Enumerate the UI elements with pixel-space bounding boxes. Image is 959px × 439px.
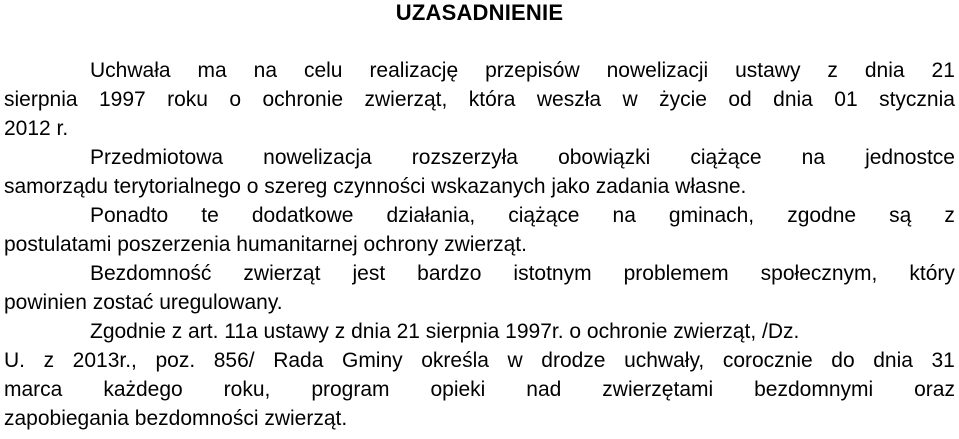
word: zwierząt — [243, 262, 321, 285]
word: sierpnia — [4, 88, 78, 111]
text-line — [4, 378, 955, 402]
word: Rada — [273, 349, 324, 372]
word: 1997 — [98, 88, 146, 111]
word: o — [229, 88, 242, 111]
word: ciążące — [508, 204, 580, 227]
word: 21 — [931, 59, 955, 82]
word: bezdomnymi — [754, 378, 874, 401]
word: 2013r., — [72, 349, 137, 372]
word: obowiązki — [558, 146, 651, 169]
text-line — [90, 146, 955, 170]
word: z — [944, 204, 955, 227]
text-line: samorządu terytorialnego o szereg czynności wskazanych jako zadania własne. — [4, 175, 747, 198]
word: uchwały, — [624, 349, 705, 372]
word: do — [831, 349, 855, 372]
text-line — [90, 262, 955, 286]
word: U. — [4, 349, 25, 372]
word: która — [468, 88, 516, 111]
word: poz. — [155, 349, 196, 372]
word: na — [253, 59, 277, 82]
word: nad — [526, 378, 562, 401]
word: realizację — [369, 59, 459, 82]
word: który — [909, 262, 955, 285]
text-line — [90, 59, 955, 83]
text-line: postulatami poszerzenia humanitarnej ochrony zwierząt. — [4, 233, 527, 256]
word: 31 — [931, 349, 955, 372]
word: roku — [167, 88, 208, 111]
word: Bezdomność — [90, 262, 212, 285]
word: oraz — [914, 378, 955, 401]
word: te — [201, 204, 219, 227]
word: na — [801, 146, 825, 169]
word: zgodne — [787, 204, 857, 227]
word: problemem — [623, 262, 729, 285]
word: opieki — [430, 378, 486, 401]
document-title: UZASADNIENIE — [395, 0, 564, 25]
text-line: 2012 r. — [4, 117, 69, 140]
word: Przedmiotowa — [90, 146, 224, 169]
word: dnia — [873, 349, 913, 372]
text-line: zapobiegania bezdomności zwierząt. — [4, 407, 348, 430]
word: gminach, — [668, 204, 755, 227]
word: społecznym, — [760, 262, 878, 285]
word: ma — [197, 59, 227, 82]
text-line — [4, 349, 955, 373]
word: każdego — [103, 378, 183, 401]
word: w — [507, 349, 523, 372]
word: rozszerzyła — [411, 146, 518, 169]
word: Gminy — [341, 349, 403, 372]
word: bardzo — [417, 262, 482, 285]
word: jednostce — [865, 146, 955, 169]
word: stycznia — [879, 88, 955, 111]
word: Ponadto — [90, 204, 169, 227]
word: nowelizacji — [606, 59, 709, 82]
word: dnia — [773, 88, 813, 111]
word: z — [827, 59, 838, 82]
word: dodatkowe — [251, 204, 354, 227]
text-line — [90, 204, 955, 228]
text-line: powinien zostać uregulowany. — [4, 291, 283, 314]
word: 01 — [834, 88, 858, 111]
word: zwierząt, — [364, 88, 448, 111]
word: Uchwała — [90, 59, 171, 82]
word: życie — [659, 88, 707, 111]
word: określa — [421, 349, 489, 372]
word: marca — [4, 378, 63, 401]
word: program — [311, 378, 390, 401]
word: ochronie — [262, 88, 344, 111]
word: ciążące — [690, 146, 762, 169]
word: 856/ — [213, 349, 255, 372]
word: dnia — [864, 59, 905, 82]
word: corocznie — [722, 349, 813, 372]
word: roku, — [223, 378, 271, 401]
word: zwierzętami — [602, 378, 714, 401]
word: w — [622, 88, 638, 111]
word: na — [612, 204, 636, 227]
word: drodze — [541, 349, 606, 372]
word: weszła — [536, 88, 602, 111]
word: działania, — [386, 204, 476, 227]
word: z — [43, 349, 55, 372]
text-line — [4, 88, 955, 112]
word: nowelizacja — [263, 146, 372, 169]
word: przepisów — [485, 59, 580, 82]
word: ustawy — [735, 59, 801, 82]
word: jest — [352, 262, 386, 285]
word: są — [889, 204, 912, 227]
text-line: Zgodnie z art. 11a ustawy z dnia 21 sierpnia 1997r. o ochronie zwierząt, /Dz. — [90, 320, 800, 343]
word: istotnym — [513, 262, 592, 285]
word: od — [728, 88, 752, 111]
word: celu — [303, 59, 343, 82]
